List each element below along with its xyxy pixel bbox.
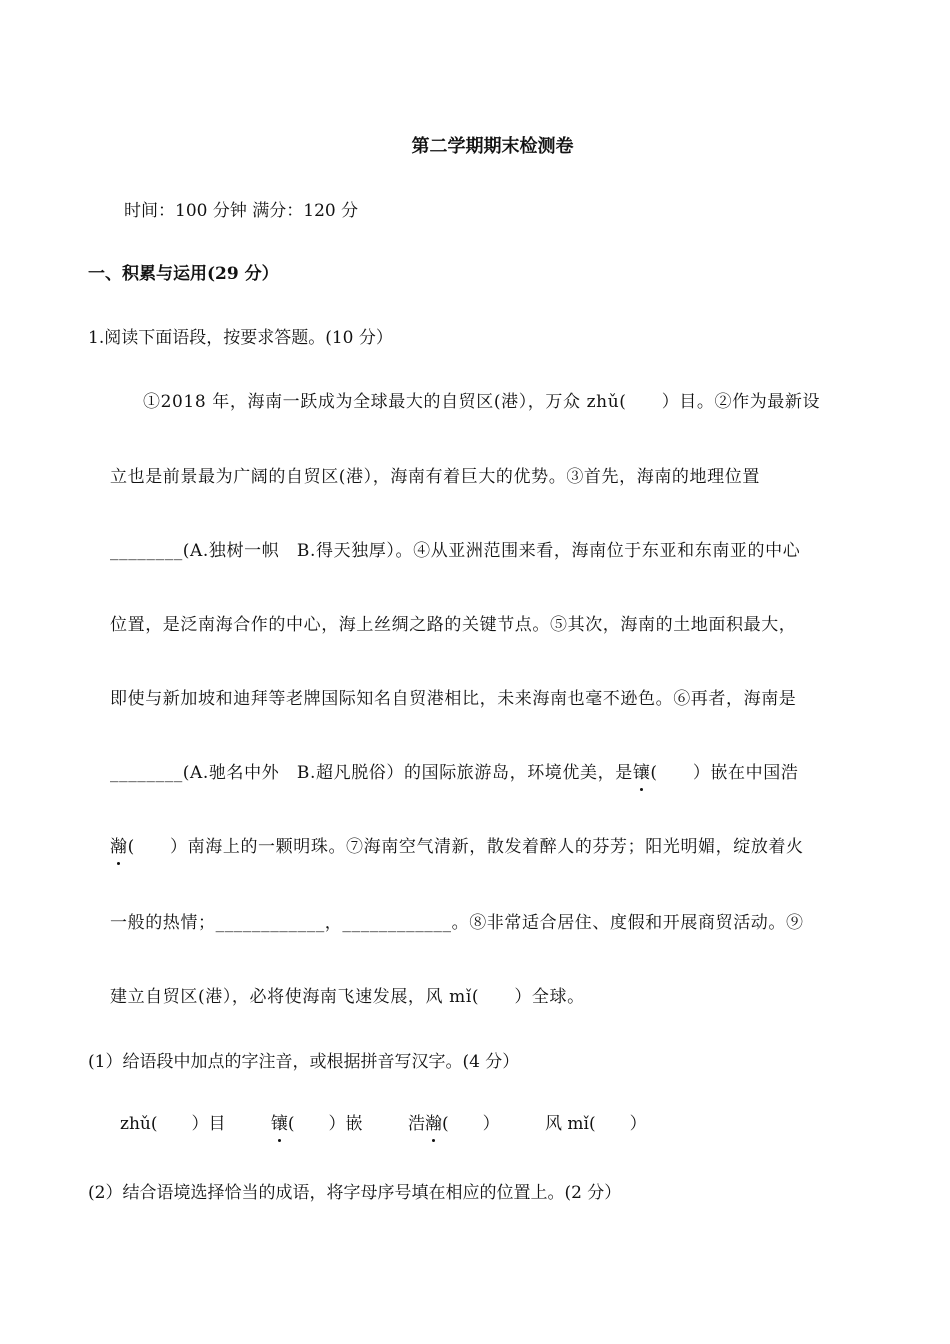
paragraph-line-6 — [110, 758, 798, 783]
paragraph-line-4: 位置，是泛南海合作的中心，海上丝绸之路的关键节点。⑤其次，海南的土地面积最大， — [110, 615, 797, 635]
paragraph-line-2: 立也是前景最为广阔的自贸区(港），海南有着巨大的优势。③首先，海南的地理位置 — [110, 467, 760, 487]
answer-zhu: zhǔ( ）目 — [120, 1114, 226, 1134]
paragraph-line-7-rest: ( ）南海上的一颗明珠。⑦海南空气清新，散发着醉人的芬芳；阳光明媚，绽放着火 — [127, 837, 804, 857]
exam-meta: 时间：100 分钟 满分：120 分 — [124, 201, 359, 221]
paragraph-line-6-rest: ( ）嵌在中国浩 — [650, 763, 799, 783]
paragraph-line-3: ________(A.独树一帜 B.得天独厚）。④从亚洲范围来看，海南位于东亚和东南亚的中心 — [110, 541, 801, 561]
answer-xiang — [271, 1109, 363, 1134]
answer-han-pre: 浩 — [407, 1114, 425, 1134]
paragraph-line-1: ①2018 年，海南一跃成为全球最大的自贸区(港），万众 zhǔ( ）目。②作为最新设 — [143, 392, 821, 412]
paragraph-line-8: 一般的热情；____________，____________。⑧非常适合居住、度假和开展商贸活动。⑨ — [110, 913, 804, 933]
paragraph-line-7 — [110, 832, 804, 857]
section-heading: 一、积累与运用(29 分） — [88, 264, 279, 284]
sub-question-2: (2）结合语境选择恰当的成语，将字母序号填在相应的位置上。(2 分） — [88, 1183, 622, 1203]
paragraph-line-9: 建立自贸区(港），必将使海南飞速发展，风 mǐ( ）全球。 — [110, 987, 585, 1007]
dotted-char-xiang: 镶 — [633, 758, 651, 783]
paragraph-line-5: 即使与新加坡和迪拜等老牌国际知名自贸港相比，未来海南也毫不逊色。⑥再者，海南是 — [110, 689, 797, 709]
answer-xiang-rest: ( ）嵌 — [287, 1114, 363, 1134]
dotted-char-han: 瀚 — [110, 832, 128, 857]
page-title: 第二学期期末检测卷 — [411, 136, 574, 157]
paragraph-line-6-text: ________(A.驰名中外 B.超凡脱俗）的国际旅游岛，环境优美，是 — [110, 763, 633, 783]
dotted-char-han-answer: 瀚 — [425, 1109, 442, 1134]
answer-han — [408, 1109, 500, 1134]
answer-han-rest: ( ） — [441, 1114, 500, 1134]
question-1: 1.阅读下面语段，按要求答题。(10 分） — [88, 328, 393, 348]
answer-mi: 风 mǐ( ） — [545, 1114, 647, 1134]
dotted-char-xiang-answer: 镶 — [271, 1109, 288, 1134]
answer-row — [120, 1109, 687, 1134]
sub-question-1: (1）给语段中加点的字注音，或根据拼音写汉字。(4 分） — [88, 1052, 520, 1072]
